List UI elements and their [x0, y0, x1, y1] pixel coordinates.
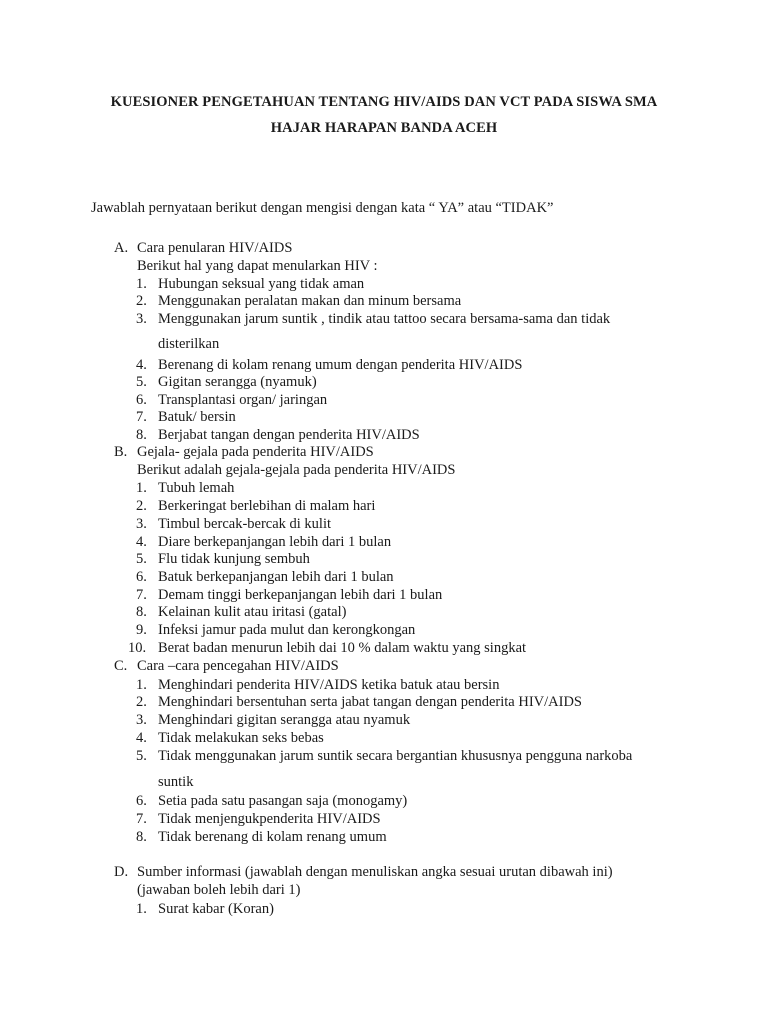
list-item-number: 2.	[136, 293, 147, 309]
section-d-letter: D.	[114, 864, 129, 880]
list-item-number: 6.	[136, 392, 147, 408]
section-a-letter: A.	[114, 240, 129, 256]
list-item: Transplantasi organ/ jaringan	[158, 392, 328, 408]
list-item: Infeksi jamur pada mulut dan kerongkongan	[158, 622, 416, 638]
list-item-number: 6.	[136, 569, 147, 585]
list-item-number: 6.	[136, 793, 147, 809]
list-item-number: 1.	[136, 901, 147, 917]
document-title-line-2: HAJAR HARAPAN BANDA ACEH	[270, 120, 498, 136]
list-item: Batuk/ bersin	[158, 409, 236, 425]
list-item: Menghindari gigitan serangga atau nyamuk	[158, 712, 411, 728]
list-item-number: 2.	[136, 694, 147, 710]
list-item-number: 3.	[136, 516, 147, 532]
section-d-heading: Sumber informasi (jawablah dengan menuliskan angka sesuai urutan dibawah ini)	[137, 864, 613, 880]
list-item: Berat badan menurun lebih dai 10 % dalam waktu yang singkat	[158, 640, 527, 656]
section-d-intro: (jawaban boleh lebih dari 1)	[137, 882, 301, 898]
list-item: Berkeringat berlebihan di malam hari	[158, 498, 376, 514]
list-item: Berjabat tangan dengan penderita HIV/AIDS	[158, 427, 420, 443]
list-item-number: 8.	[136, 604, 147, 620]
list-item-number: 2.	[136, 498, 147, 514]
list-item-number: 1.	[136, 677, 147, 693]
list-item: Tidak menggunakan jarum suntik secara bergantian khususnya pengguna narkoba	[158, 748, 633, 764]
list-item-number: 4.	[136, 534, 147, 550]
list-item: Menghindari penderita HIV/AIDS ketika batuk atau bersin	[158, 677, 500, 693]
list-item-number: 8.	[136, 829, 147, 845]
list-item: Diare berkepanjangan lebih dari 1 bulan	[158, 534, 392, 550]
list-item: Gigitan serangga (nyamuk)	[158, 374, 317, 390]
list-item: Menggunakan jarum suntik , tindik atau tattoo secara bersama-sama dan tidak	[158, 311, 611, 327]
list-item: Flu tidak kunjung sembuh	[158, 551, 310, 567]
list-item: Setia pada satu pasangan saja (monogamy)	[158, 793, 408, 809]
list-item-number: 4.	[136, 357, 147, 373]
section-a-intro: Berikut hal yang dapat menularkan HIV :	[137, 258, 378, 274]
list-item-number: 7.	[136, 811, 147, 827]
section-c-letter: C.	[114, 658, 128, 674]
list-item-number: 5.	[136, 748, 147, 764]
list-item: Menggunakan peralatan makan dan minum bersama	[158, 293, 462, 309]
list-item: Batuk berkepanjangan lebih dari 1 bulan	[158, 569, 394, 585]
list-item-number: 10.	[128, 640, 147, 656]
list-item: Tidak menjengukpenderita HIV/AIDS	[158, 811, 381, 827]
section-c-heading: Cara –cara pencegahan HIV/AIDS	[137, 658, 339, 674]
list-item: Berenang di kolam renang umum dengan penderita HIV/AIDS	[158, 357, 523, 373]
list-item-number: 8.	[136, 427, 147, 443]
section-b-heading: Gejala- gejala pada penderita HIV/AIDS	[137, 444, 374, 460]
list-item-number: 5.	[136, 551, 147, 567]
list-item: Kelainan kulit atau iritasi (gatal)	[158, 604, 347, 620]
list-item: Menghindari bersentuhan serta jabat tangan dengan penderita HIV/AIDS	[158, 694, 582, 710]
list-item: Tidak berenang di kolam renang umum	[158, 829, 387, 845]
document-title-line-1: KUESIONER PENGETAHUAN TENTANG HIV/AIDS DAN VCT PADA SISWA SMA	[110, 94, 658, 110]
list-item-number: 3.	[136, 712, 147, 728]
list-item: Hubungan seksual yang tidak aman	[158, 276, 365, 292]
list-item-number: 9.	[136, 622, 147, 638]
list-item: Tidak melakukan seks bebas	[158, 730, 324, 746]
list-item: Timbul bercak-bercak di kulit	[158, 516, 332, 532]
section-b-intro: Berikut adalah gejala-gejala pada penderita HIV/AIDS	[137, 462, 456, 478]
list-item-continuation: disterilkan	[158, 336, 220, 352]
section-b-letter: B.	[114, 444, 128, 460]
list-item-number: 3.	[136, 311, 147, 327]
list-item-number: 4.	[136, 730, 147, 746]
list-item-number: 7.	[136, 409, 147, 425]
list-item-continuation: suntik	[158, 774, 194, 790]
list-item: Surat kabar (Koran)	[158, 901, 274, 917]
instruction-text: Jawablah pernyataan berikut dengan mengisi dengan kata “ YA” atau “TIDAK”	[91, 200, 554, 216]
list-item-number: 1.	[136, 480, 147, 496]
list-item-number: 5.	[136, 374, 147, 390]
list-item-number: 7.	[136, 587, 147, 603]
list-item: Demam tinggi berkepanjangan lebih dari 1 bulan	[158, 587, 443, 603]
section-a-heading: Cara penularan HIV/AIDS	[137, 240, 293, 256]
list-item-number: 1.	[136, 276, 147, 292]
list-item: Tubuh lemah	[158, 480, 235, 496]
